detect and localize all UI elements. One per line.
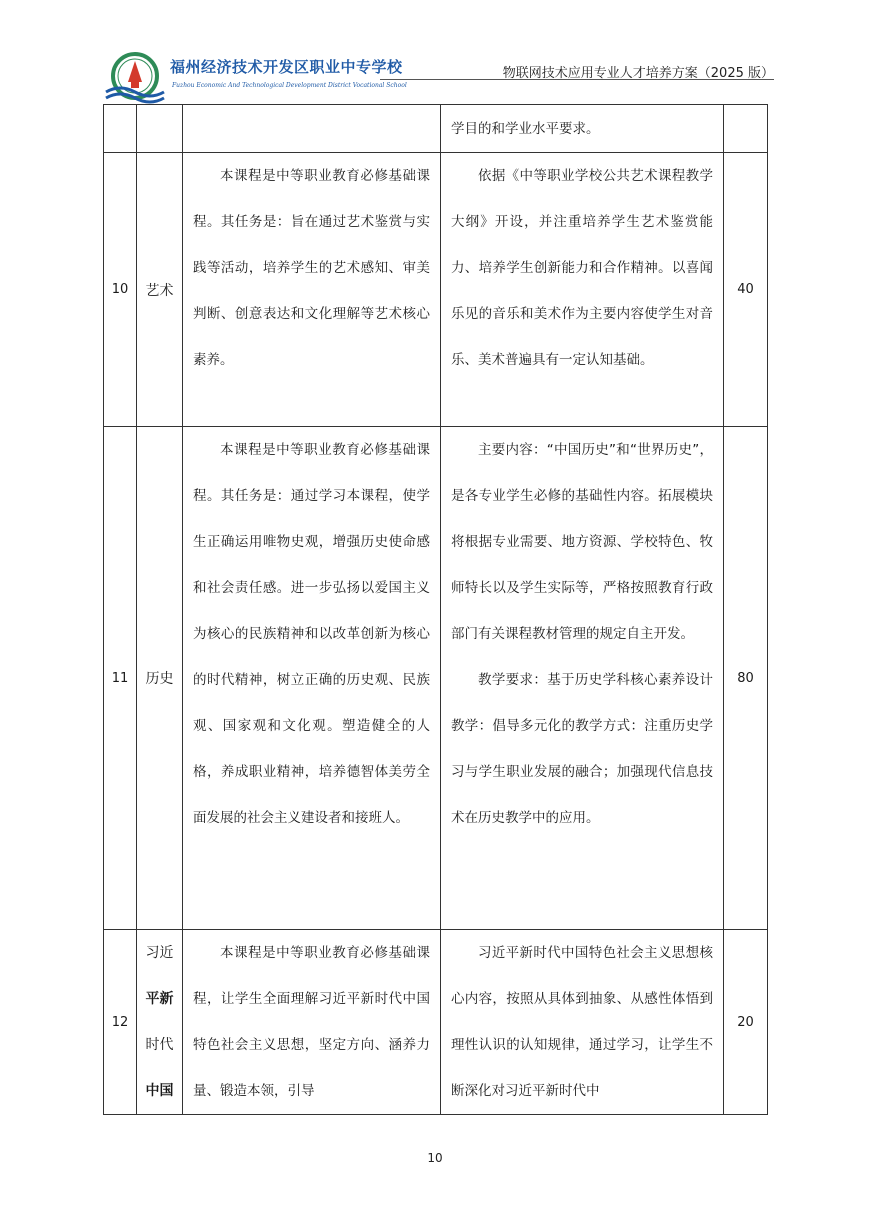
name-line: 平新 (145, 991, 174, 1007)
table-row (104, 427, 768, 930)
name-cell: 艺术 (137, 153, 183, 427)
goals-text: 本课程是中等职业教育必修基础课程。其任务是：旨在通过艺术鉴赏与实践等活动，培养学生的艺术感知、审美判断、创意表达和文化理解等艺术核心素养。 (193, 168, 430, 368)
page-number: 10 (427, 1151, 443, 1165)
number-cell: 12 (104, 930, 137, 1115)
requirements-paragraph-2: 教学要求：基于历史学科核心素养设计教学：倡导多元化的教学方式：注重历史学习与学生职业发展的融合；加强现代信息技术在历史教学中的应用。 (451, 672, 713, 826)
requirements-cell (441, 427, 724, 930)
school-name-cn: 福州经济技术开发区职业中专学校 (170, 58, 403, 76)
requirements-cell (441, 930, 724, 1115)
document-title: 物联网技术应用专业人才培养方案（2025 版） (502, 66, 774, 81)
table-row (104, 153, 768, 427)
hours-cell (724, 105, 768, 153)
requirements-cell (441, 105, 724, 153)
hours-cell: 20 (724, 930, 768, 1115)
name-line: 中国 (145, 1083, 174, 1099)
requirements-text: 习近平新时代中国特色社会主义思想核心内容，按照从具体到抽象、从感性体悟到理性认识的认知规律，通过学习，让学生不断深化对习近平新时代中 (451, 945, 713, 1099)
name-cell (137, 930, 183, 1115)
school-logo (104, 52, 166, 104)
goals-text: 本课程是中等职业教育必修基础课程，让学生全面理解习近平新时代中国特色社会主义思想，坚定方向、涵养力量、锻造本领，引导 (193, 945, 430, 1099)
number-cell: 11 (104, 427, 137, 930)
name-line: 时代 (145, 1037, 174, 1053)
requirements-paragraph-1: 主要内容：“中国历史”和“世界历史”，是各专业学生必修的基础性内容。拓展模块将根据专业需要、地方资源、学校特色、牧师特长以及学生实际等，严格按照教育行政部门有关课程教材管理的规定自主开发。 (451, 442, 713, 642)
name-line: 习近 (145, 945, 174, 961)
goals-cell (183, 153, 441, 427)
school-name-en: Fuzhou Economic And Technological Development District Vocational School (172, 82, 407, 89)
goals-cell (183, 105, 441, 153)
name-cell (137, 105, 183, 153)
requirements-cell (441, 153, 724, 427)
goals-cell (183, 930, 441, 1115)
number-cell: 10 (104, 153, 137, 427)
header-divider (380, 79, 774, 80)
requirements-text: 依据《中等职业学校公共艺术课程教学大纲》开设，并注重培养学生艺术鉴赏能力、培养学生创新能力和合作精神。以喜闻乐见的音乐和美术作为主要内容使学生对音乐、美术普遍具有一定认知基础。 (451, 168, 713, 368)
table-row (104, 105, 768, 153)
page-header (104, 44, 774, 104)
goals-text: 本课程是中等职业教育必修基础课程。其任务是：通过学习本课程，使学生正确运用唯物史观，增强历史使命感和社会责任感。进一步弘扬以爱国主义为核心的民族精神和以改革创新为核心的时代精神，树立正确的历史观、民族观、国家观和文化观。塑造健全的人格，养成职业精神，培养德智体美劳全面发展的社会主义建设者和接班人。 (193, 442, 430, 826)
name-cell: 历史 (137, 427, 183, 930)
hours-cell: 80 (724, 427, 768, 930)
goals-cell (183, 427, 441, 930)
curriculum-table (103, 104, 768, 1115)
requirements-text: 学目的和学业水平要求。 (451, 120, 600, 137)
number-cell (104, 105, 137, 153)
hours-cell: 40 (724, 153, 768, 427)
table-row (104, 930, 768, 1115)
